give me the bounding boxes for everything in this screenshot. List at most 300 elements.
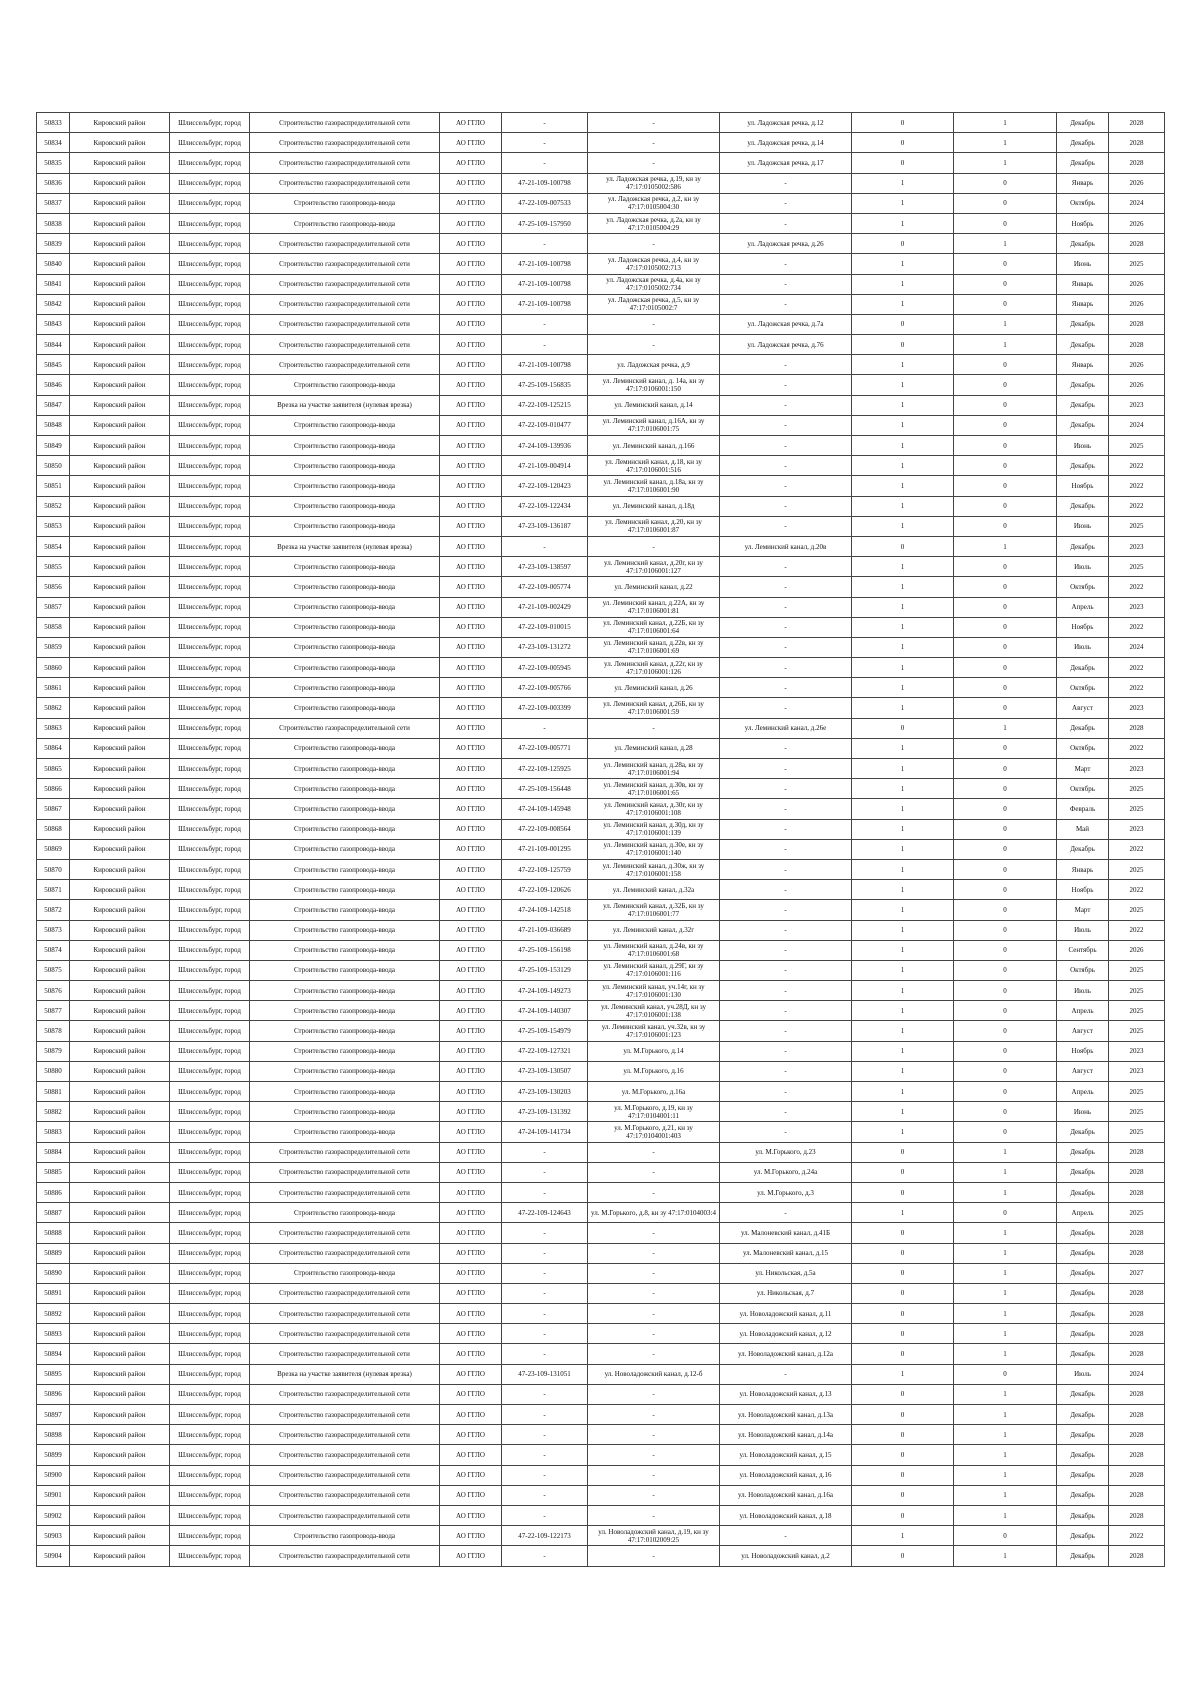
cell-row-id: 50858 <box>37 617 70 637</box>
cell-settlement: Шлиссельбург, город <box>170 819 250 839</box>
cell-application-number: 47-25-109-157950 <box>502 213 588 233</box>
cell-address-with-application: - <box>588 1283 720 1303</box>
cell-row-id: 50886 <box>37 1182 70 1202</box>
cell-district: Кировский район <box>70 1102 170 1122</box>
cell-month: Ноябрь <box>1057 880 1109 900</box>
cell-year: 2023 <box>1109 698 1165 718</box>
cell-count-without-application: 1 <box>954 1465 1057 1485</box>
cell-organization: АО ГГЛО <box>440 395 502 415</box>
cell-district: Кировский район <box>70 960 170 980</box>
cell-organization: АО ГГЛО <box>440 1203 502 1223</box>
cell-year: 2024 <box>1109 637 1165 657</box>
cell-address-without-application: - <box>720 436 852 456</box>
cell-month: Декабрь <box>1057 1223 1109 1243</box>
cell-district: Кировский район <box>70 193 170 213</box>
cell-year: 2028 <box>1109 1405 1165 1425</box>
cell-year: 2026 <box>1109 213 1165 233</box>
cell-count-without-application: 0 <box>954 577 1057 597</box>
cell-month: Декабрь <box>1057 1283 1109 1303</box>
cell-application-number: - <box>502 1162 588 1182</box>
cell-year: 2023 <box>1109 819 1165 839</box>
cell-work-type: Строительство газораспределительной сети <box>250 1384 440 1404</box>
cell-organization: АО ГГЛО <box>440 940 502 960</box>
cell-count-with-application: 1 <box>852 395 954 415</box>
cell-count-with-application: 1 <box>852 254 954 274</box>
cell-address-without-application: - <box>720 920 852 940</box>
cell-address-with-application: - <box>588 1344 720 1364</box>
cell-work-type: Строительство газопровода-ввода <box>250 738 440 758</box>
cell-application-number: 47-24-109-140307 <box>502 1001 588 1021</box>
table-row <box>37 1082 1165 1102</box>
cell-address-with-application: ул. Леминский канал, д.30ж, кн зу 47:17:0106001:158 <box>588 859 720 879</box>
cell-address-without-application: - <box>720 1102 852 1122</box>
cell-district: Кировский район <box>70 940 170 960</box>
cell-application-number: 47-22-109-010477 <box>502 415 588 435</box>
cell-settlement: Шлиссельбург, город <box>170 314 250 334</box>
cell-month: Декабрь <box>1057 1142 1109 1162</box>
cell-address-with-application: ул. Новоладожский канал, д.12-б <box>588 1364 720 1384</box>
cell-count-without-application: 1 <box>954 153 1057 173</box>
cell-month: Декабрь <box>1057 375 1109 395</box>
cell-count-without-application: 1 <box>954 1485 1057 1505</box>
cell-organization: АО ГГЛО <box>440 658 502 678</box>
table-row <box>37 294 1165 314</box>
cell-count-with-application: 0 <box>852 1405 954 1425</box>
cell-month: Декабрь <box>1057 1263 1109 1283</box>
cell-row-id: 50835 <box>37 153 70 173</box>
cell-district: Кировский район <box>70 577 170 597</box>
cell-application-number: 47-22-109-005945 <box>502 658 588 678</box>
cell-month: Август <box>1057 1061 1109 1081</box>
cell-district: Кировский район <box>70 1182 170 1202</box>
cell-work-type: Строительство газораспределительной сети <box>250 1324 440 1344</box>
cell-year: 2026 <box>1109 940 1165 960</box>
cell-address-with-application: - <box>588 1162 720 1182</box>
cell-application-number: 47-22-109-122434 <box>502 496 588 516</box>
cell-application-number: 47-24-109-142518 <box>502 900 588 920</box>
cell-count-without-application: 0 <box>954 1041 1057 1061</box>
table-row <box>37 658 1165 678</box>
cell-year: 2025 <box>1109 960 1165 980</box>
cell-settlement: Шлиссельбург, город <box>170 153 250 173</box>
cell-organization: АО ГГЛО <box>440 133 502 153</box>
cell-row-id: 50850 <box>37 456 70 476</box>
cell-application-number: - <box>502 536 588 556</box>
cell-work-type: Строительство газораспределительной сети <box>250 1142 440 1162</box>
cell-application-number: 47-24-109-139936 <box>502 436 588 456</box>
cell-settlement: Шлиссельбург, город <box>170 1223 250 1243</box>
cell-address-without-application: - <box>720 1021 852 1041</box>
cell-organization: АО ГГЛО <box>440 1324 502 1344</box>
cell-address-without-application: ул. Новоладожский канал, д.2 <box>720 1546 852 1566</box>
cell-year: 2023 <box>1109 536 1165 556</box>
cell-address-without-application: - <box>720 577 852 597</box>
cell-work-type: Строительство газораспределительной сети <box>250 113 440 133</box>
cell-row-id: 50863 <box>37 718 70 738</box>
cell-count-with-application: 1 <box>852 1041 954 1061</box>
cell-work-type: Строительство газопровода-ввода <box>250 1021 440 1041</box>
cell-year: 2026 <box>1109 294 1165 314</box>
cell-organization: АО ГГЛО <box>440 1283 502 1303</box>
cell-organization: АО ГГЛО <box>440 1243 502 1263</box>
cell-row-id: 50893 <box>37 1324 70 1344</box>
table-row <box>37 314 1165 334</box>
cell-organization: АО ГГЛО <box>440 1384 502 1404</box>
cell-count-with-application: 0 <box>852 1243 954 1263</box>
cell-month: Июль <box>1057 920 1109 940</box>
cell-organization: АО ГГЛО <box>440 1485 502 1505</box>
cell-count-with-application: 0 <box>852 1304 954 1324</box>
cell-organization: АО ГГЛО <box>440 1182 502 1202</box>
cell-application-number: - <box>502 314 588 334</box>
cell-count-with-application: 1 <box>852 779 954 799</box>
table-row <box>37 1324 1165 1344</box>
cell-settlement: Шлиссельбург, город <box>170 1425 250 1445</box>
cell-count-without-application: 1 <box>954 1405 1057 1425</box>
cell-address-with-application: - <box>588 153 720 173</box>
cell-work-type: Строительство газопровода-ввода <box>250 1203 440 1223</box>
cell-organization: АО ГГЛО <box>440 1263 502 1283</box>
cell-district: Кировский район <box>70 1162 170 1182</box>
cell-application-number: - <box>502 1283 588 1303</box>
cell-address-with-application: ул. Леминский канал, д.26Б, кн зу 47:17:0106001:59 <box>588 698 720 718</box>
cell-year: 2025 <box>1109 859 1165 879</box>
cell-district: Кировский район <box>70 597 170 617</box>
cell-month: Декабрь <box>1057 1243 1109 1263</box>
cell-count-without-application: 0 <box>954 859 1057 879</box>
cell-count-with-application: 1 <box>852 1364 954 1384</box>
cell-work-type: Строительство газопровода-ввода <box>250 415 440 435</box>
cell-application-number: 47-21-109-100798 <box>502 274 588 294</box>
cell-month: Декабрь <box>1057 1122 1109 1142</box>
cell-month: Декабрь <box>1057 1182 1109 1202</box>
cell-year: 2028 <box>1109 314 1165 334</box>
table-row <box>37 153 1165 173</box>
cell-address-without-application: - <box>720 1203 852 1223</box>
cell-address-with-application: ул. Новоладожский канал, д.19, кн зу 47:17:0102009:25 <box>588 1526 720 1546</box>
cell-month: Декабрь <box>1057 1425 1109 1445</box>
cell-settlement: Шлиссельбург, город <box>170 1324 250 1344</box>
cell-year: 2026 <box>1109 274 1165 294</box>
cell-address-with-application: - <box>588 1505 720 1525</box>
cell-count-without-application: 1 <box>954 1243 1057 1263</box>
cell-address-without-application: ул. Никольская, д.7 <box>720 1283 852 1303</box>
cell-work-type: Строительство газораспределительной сети <box>250 1485 440 1505</box>
cell-count-without-application: 1 <box>954 234 1057 254</box>
cell-settlement: Шлиссельбург, город <box>170 536 250 556</box>
cell-district: Кировский район <box>70 981 170 1001</box>
cell-organization: АО ГГЛО <box>440 516 502 536</box>
cell-year: 2028 <box>1109 113 1165 133</box>
cell-work-type: Строительство газораспределительной сети <box>250 1283 440 1303</box>
cell-district: Кировский район <box>70 476 170 496</box>
cell-address-with-application: ул. Ладожская речка, д.2, кн зу 47:17:0105004:30 <box>588 193 720 213</box>
cell-year: 2028 <box>1109 234 1165 254</box>
cell-month: Январь <box>1057 859 1109 879</box>
cell-address-without-application: ул. Малоневский канал, д.15 <box>720 1243 852 1263</box>
cell-count-without-application: 0 <box>954 516 1057 536</box>
cell-month: Декабрь <box>1057 1324 1109 1344</box>
cell-work-type: Строительство газораспределительной сети <box>250 1465 440 1485</box>
cell-organization: АО ГГЛО <box>440 617 502 637</box>
cell-district: Кировский район <box>70 496 170 516</box>
cell-row-id: 50874 <box>37 940 70 960</box>
cell-year: 2022 <box>1109 920 1165 940</box>
cell-district: Кировский район <box>70 1021 170 1041</box>
cell-settlement: Шлиссельбург, город <box>170 1485 250 1505</box>
cell-address-without-application: - <box>720 900 852 920</box>
cell-organization: АО ГГЛО <box>440 1021 502 1041</box>
cell-district: Кировский район <box>70 355 170 375</box>
cell-address-with-application: - <box>588 234 720 254</box>
table-row <box>37 617 1165 637</box>
cell-row-id: 50898 <box>37 1425 70 1445</box>
cell-work-type: Строительство газопровода-ввода <box>250 375 440 395</box>
cell-organization: АО ГГЛО <box>440 1546 502 1566</box>
cell-count-without-application: 1 <box>954 1223 1057 1243</box>
cell-settlement: Шлиссельбург, город <box>170 799 250 819</box>
cell-row-id: 50853 <box>37 516 70 536</box>
cell-address-with-application: - <box>588 1263 720 1283</box>
cell-address-with-application: - <box>588 1425 720 1445</box>
table-row <box>37 1344 1165 1364</box>
cell-address-without-application: - <box>720 880 852 900</box>
cell-year: 2025 <box>1109 557 1165 577</box>
cell-settlement: Шлиссельбург, город <box>170 496 250 516</box>
cell-address-with-application: - <box>588 1223 720 1243</box>
cell-month: Июнь <box>1057 436 1109 456</box>
cell-row-id: 50895 <box>37 1364 70 1384</box>
cell-district: Кировский район <box>70 658 170 678</box>
cell-work-type: Строительство газопровода-ввода <box>250 193 440 213</box>
cell-month: Декабрь <box>1057 415 1109 435</box>
cell-application-number: 47-21-109-001295 <box>502 839 588 859</box>
cell-count-with-application: 1 <box>852 1203 954 1223</box>
cell-organization: АО ГГЛО <box>440 859 502 879</box>
cell-settlement: Шлиссельбург, город <box>170 1082 250 1102</box>
cell-organization: АО ГГЛО <box>440 839 502 859</box>
cell-district: Кировский район <box>70 1283 170 1303</box>
cell-year: 2025 <box>1109 1001 1165 1021</box>
cell-settlement: Шлиссельбург, город <box>170 173 250 193</box>
cell-year: 2025 <box>1109 1122 1165 1142</box>
cell-address-with-application: ул. Леминский канал, д.32Б, кн зу 47:17:0106001:77 <box>588 900 720 920</box>
cell-month: Декабрь <box>1057 456 1109 476</box>
cell-month: Декабрь <box>1057 395 1109 415</box>
cell-count-with-application: 1 <box>852 637 954 657</box>
cell-organization: АО ГГЛО <box>440 1082 502 1102</box>
cell-organization: АО ГГЛО <box>440 1223 502 1243</box>
cell-row-id: 50904 <box>37 1546 70 1566</box>
cell-year: 2025 <box>1109 1203 1165 1223</box>
table-row <box>37 213 1165 233</box>
cell-organization: АО ГГЛО <box>440 698 502 718</box>
cell-work-type: Строительство газораспределительной сети <box>250 1182 440 1202</box>
cell-address-without-application: - <box>720 597 852 617</box>
cell-row-id: 50834 <box>37 133 70 153</box>
table-row <box>37 476 1165 496</box>
cell-settlement: Шлиссельбург, город <box>170 1546 250 1566</box>
cell-address-with-application: - <box>588 1546 720 1566</box>
cell-year: 2025 <box>1109 1021 1165 1041</box>
cell-count-without-application: 1 <box>954 1344 1057 1364</box>
cell-address-without-application: ул. Новоладожский канал, д.12а <box>720 1344 852 1364</box>
cell-row-id: 50885 <box>37 1162 70 1182</box>
cell-count-without-application: 1 <box>954 1142 1057 1162</box>
cell-address-with-application: ул. Леминский канал, д.24в, кн зу 47:17:0106001:68 <box>588 940 720 960</box>
cell-row-id: 50877 <box>37 1001 70 1021</box>
cell-organization: АО ГГЛО <box>440 1102 502 1122</box>
cell-settlement: Шлиссельбург, город <box>170 436 250 456</box>
cell-application-number: 47-22-109-125759 <box>502 859 588 879</box>
cell-row-id: 50872 <box>37 900 70 920</box>
table-row <box>37 981 1165 1001</box>
cell-organization: АО ГГЛО <box>440 1445 502 1465</box>
cell-address-without-application: ул. М.Горького, д.24а <box>720 1162 852 1182</box>
cell-month: Август <box>1057 698 1109 718</box>
cell-year: 2028 <box>1109 718 1165 738</box>
cell-application-number: 47-24-109-149273 <box>502 981 588 1001</box>
table-row <box>37 1526 1165 1546</box>
cell-row-id: 50867 <box>37 799 70 819</box>
cell-count-without-application: 0 <box>954 698 1057 718</box>
cell-organization: АО ГГЛО <box>440 436 502 456</box>
cell-row-id: 50887 <box>37 1203 70 1223</box>
table-row <box>37 1546 1165 1566</box>
cell-address-without-application: - <box>720 1526 852 1546</box>
table-row <box>37 1364 1165 1384</box>
cell-address-with-application: - <box>588 1142 720 1162</box>
cell-application-number: - <box>502 234 588 254</box>
cell-application-number: 47-22-109-120626 <box>502 880 588 900</box>
cell-address-without-application: - <box>720 1364 852 1384</box>
cell-count-with-application: 1 <box>852 900 954 920</box>
table-row <box>37 718 1165 738</box>
cell-application-number: 47-21-109-036689 <box>502 920 588 940</box>
cell-work-type: Строительство газораспределительной сети <box>250 1546 440 1566</box>
cell-month: Январь <box>1057 294 1109 314</box>
cell-district: Кировский район <box>70 819 170 839</box>
cell-organization: АО ГГЛО <box>440 496 502 516</box>
cell-organization: АО ГГЛО <box>440 213 502 233</box>
table-row <box>37 1162 1165 1182</box>
cell-year: 2023 <box>1109 597 1165 617</box>
cell-row-id: 50897 <box>37 1405 70 1425</box>
cell-work-type: Строительство газопровода-ввода <box>250 1526 440 1546</box>
table-row <box>37 940 1165 960</box>
cell-address-without-application: - <box>720 617 852 637</box>
cell-address-with-application: - <box>588 1405 720 1425</box>
cell-count-without-application: 0 <box>954 274 1057 294</box>
cell-address-with-application: ул. Леминский канал, д.22в, кн зу 47:17:0106001:69 <box>588 637 720 657</box>
cell-count-without-application: 0 <box>954 415 1057 435</box>
cell-count-without-application: 1 <box>954 1505 1057 1525</box>
cell-settlement: Шлиссельбург, город <box>170 1445 250 1465</box>
cell-count-with-application: 1 <box>852 759 954 779</box>
cell-application-number: - <box>502 1505 588 1525</box>
cell-count-with-application: 1 <box>852 799 954 819</box>
table-row <box>37 960 1165 980</box>
cell-work-type: Строительство газопровода-ввода <box>250 880 440 900</box>
cell-organization: АО ГГЛО <box>440 557 502 577</box>
gasification-schedule-table <box>36 112 1165 1567</box>
table-row <box>37 859 1165 879</box>
cell-count-with-application: 1 <box>852 1082 954 1102</box>
cell-count-with-application: 0 <box>852 113 954 133</box>
table-row <box>37 375 1165 395</box>
cell-month: Декабрь <box>1057 536 1109 556</box>
cell-address-without-application: - <box>720 678 852 698</box>
cell-row-id: 50855 <box>37 557 70 577</box>
cell-month: Июнь <box>1057 516 1109 536</box>
cell-organization: АО ГГЛО <box>440 799 502 819</box>
cell-count-with-application: 0 <box>852 1324 954 1344</box>
cell-district: Кировский район <box>70 637 170 657</box>
cell-address-with-application: ул. М.Горького, д.21, кн зу 47:17:0104001:403 <box>588 1122 720 1142</box>
cell-district: Кировский район <box>70 1304 170 1324</box>
cell-row-id: 50884 <box>37 1142 70 1162</box>
cell-work-type: Врезка на участке заявителя (нулевая врезка) <box>250 395 440 415</box>
cell-address-without-application: - <box>720 819 852 839</box>
cell-row-id: 50889 <box>37 1243 70 1263</box>
cell-row-id: 50838 <box>37 213 70 233</box>
cell-settlement: Шлиссельбург, город <box>170 557 250 577</box>
cell-count-without-application: 1 <box>954 536 1057 556</box>
cell-year: 2028 <box>1109 1324 1165 1344</box>
cell-row-id: 50841 <box>37 274 70 294</box>
cell-month: Март <box>1057 759 1109 779</box>
cell-application-number: 47-22-109-120423 <box>502 476 588 496</box>
cell-month: Октябрь <box>1057 960 1109 980</box>
cell-district: Кировский район <box>70 113 170 133</box>
cell-row-id: 50880 <box>37 1061 70 1081</box>
cell-count-without-application: 0 <box>954 254 1057 274</box>
cell-month: Ноябрь <box>1057 617 1109 637</box>
cell-month: Февраль <box>1057 799 1109 819</box>
cell-application-number: - <box>502 1243 588 1263</box>
cell-district: Кировский район <box>70 1142 170 1162</box>
cell-year: 2023 <box>1109 395 1165 415</box>
cell-work-type: Строительство газопровода-ввода <box>250 839 440 859</box>
cell-organization: АО ГГЛО <box>440 718 502 738</box>
cell-month: Декабрь <box>1057 1505 1109 1525</box>
cell-settlement: Шлиссельбург, город <box>170 1465 250 1485</box>
table-row <box>37 799 1165 819</box>
cell-address-without-application: - <box>720 698 852 718</box>
cell-count-without-application: 0 <box>954 1102 1057 1122</box>
cell-year: 2028 <box>1109 1243 1165 1263</box>
cell-count-without-application: 1 <box>954 133 1057 153</box>
cell-work-type: Строительство газопровода-ввода <box>250 1263 440 1283</box>
cell-application-number: 47-25-109-156198 <box>502 940 588 960</box>
cell-count-without-application: 0 <box>954 173 1057 193</box>
cell-address-without-application: ул. Ладожская речка, д.14 <box>720 133 852 153</box>
cell-address-without-application: ул. Никольская, д.5а <box>720 1263 852 1283</box>
cell-row-id: 50847 <box>37 395 70 415</box>
cell-settlement: Шлиссельбург, город <box>170 1304 250 1324</box>
cell-count-without-application: 0 <box>954 476 1057 496</box>
cell-work-type: Строительство газопровода-ввода <box>250 456 440 476</box>
cell-count-with-application: 1 <box>852 1122 954 1142</box>
cell-row-id: 50864 <box>37 738 70 758</box>
cell-settlement: Шлиссельбург, город <box>170 738 250 758</box>
cell-settlement: Шлиссельбург, город <box>170 960 250 980</box>
cell-year: 2028 <box>1109 1445 1165 1465</box>
cell-work-type: Строительство газораспределительной сети <box>250 718 440 738</box>
cell-month: Июнь <box>1057 1102 1109 1122</box>
cell-address-without-application: - <box>720 274 852 294</box>
table-row <box>37 1384 1165 1404</box>
